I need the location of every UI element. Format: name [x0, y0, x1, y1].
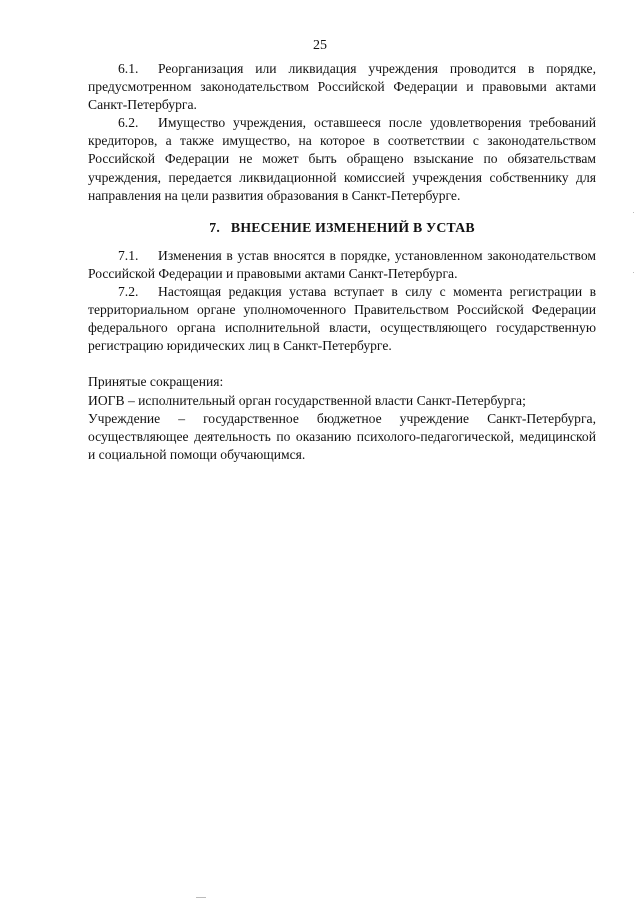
clause-number: 7.1.	[118, 247, 139, 263]
section-7-heading: 7. ВНЕСЕНИЕ ИЗМЕНЕНИЙ В УСТАВ	[209, 219, 475, 235]
clause-text: Имущество учреждения, оставшееся после удовлетворения требований кредиторов, а также имущество, на которое в соответствии с законодательством Российской Федерации не может быть обращено взыскание по обязательствам учреждения, передается ликвидационной комиссией учреждения собственнику для направления на цели развития образования в Санкт-Петербурге.	[88, 115, 596, 203]
clause-7-2	[88, 283, 596, 355]
clause-text: Изменения в устав вносятся в порядке, установленном законодательством Российской Федерации и правовыми актами Санкт-Петербурга.	[88, 247, 596, 281]
clause-number: 7.2.	[118, 284, 139, 300]
document-body	[88, 60, 596, 464]
clause-text: Реорганизация или ликвидация учреждения проводится в порядке, предусмотренном законодательством Российской Федерации и правовыми актами Санкт-Петербурга.	[88, 61, 596, 113]
page-number: 25	[313, 38, 327, 53]
spacer	[88, 355, 596, 373]
scan-speck	[633, 272, 634, 273]
clause-number: 6.1.	[118, 61, 139, 76]
scan-speck	[633, 212, 634, 213]
abbreviations-title: Принятые сокращения:	[88, 374, 224, 390]
clause-7-1	[88, 247, 596, 283]
abbreviation-uchrezhdenie: Учреждение – государственное бюджетное учреждение Санкт-Петербурга, осуществляющее деятельность по оказанию психолого-педагогической, медицинской и социальной помощи обучающимся.	[88, 410, 596, 462]
clause-6-2	[88, 114, 596, 204]
abbreviation-iogv: ИОГВ – исполнительный орган государственной власти Санкт-Петербурга;	[88, 392, 526, 408]
scan-speck	[196, 897, 206, 898]
clause-number: 6.2.	[118, 115, 139, 131]
clause-text: Настоящая редакция устава вступает в силу с момента регистрации в территориальном органе уполномоченного Правительством Российской Федерации федерального органа исполнительной власти, осуществляющего государственную регистрацию юридических лиц в Санкт-Петербурге.	[88, 284, 596, 354]
clause-6-1	[88, 60, 596, 114]
